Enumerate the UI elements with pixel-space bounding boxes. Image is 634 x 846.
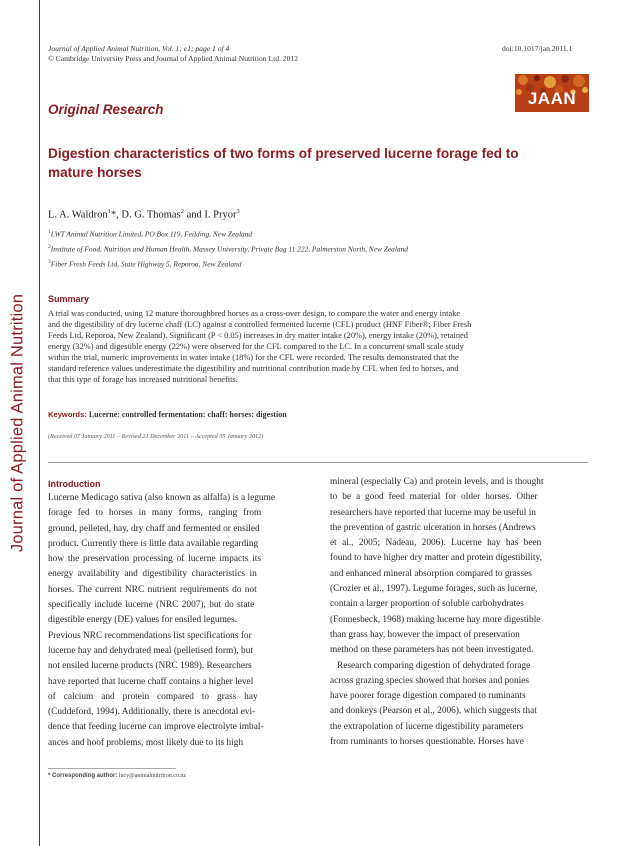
summary-body [48, 308, 471, 385]
body-line: of calcium and protein compared to grass hay [48, 691, 258, 702]
body-line: and enhanced mineral absorption compared to grasses [330, 568, 532, 579]
article-title [48, 144, 568, 182]
body-line: ances and hoof problems, most likely due to its high [48, 737, 244, 748]
body-line: et al., 2005; Nadeau, 2006). Lucerne hay has been [330, 538, 542, 549]
body-line: contain a larger proportion of soluble carbohydrates [330, 599, 524, 610]
introduction-heading: Introduction [48, 479, 101, 489]
summary-heading: Summary [48, 294, 90, 304]
author-name: L. A. Waldron [48, 209, 108, 221]
affiliation-text: Institute of Food, Nutrition and Human Health, Massey University, Private Bag 11 222, Palmerston North, New Zealand [50, 244, 409, 254]
affiliation-item [48, 241, 408, 256]
introduction-right-column [330, 475, 544, 750]
received-dates: (Received 07 January 2011 – Revised 21 December 2011 – Accepted 05 January 2012) [48, 433, 264, 440]
summary-line: energy (32%) and digestible energy (22%) were observed for the CFL compared to the LC. In a concurrent small scale study [48, 342, 464, 351]
keywords-label: Keywords: [48, 410, 87, 419]
article-title-line: Digestion characteristics of two forms of preserved lucerne forage fed to [48, 146, 519, 161]
keywords [48, 410, 287, 419]
author-list [48, 208, 240, 221]
summary-line: A trial was conducted, using 12 mature thoroughbred horses as a cross-over design, to compare the water and energy intake [48, 309, 461, 318]
affiliation-list [48, 226, 408, 270]
body-line: digestible energy (DE) values for ensiled legumes. [48, 615, 237, 626]
section-label: Original Research [48, 102, 164, 117]
header-citation: Journal of Applied Animal Nutrition, Vol. 1; e1; page 1 of 4 [48, 44, 230, 53]
left-border-rule [39, 0, 40, 846]
author-affiliation-mark: 1 [107, 208, 111, 215]
summary-line: that this type of forage has increased nutritional benefits. [48, 375, 238, 384]
body-line: ground, pelleted, hay, dry chaff and fermented or ensiled [48, 523, 260, 534]
logo-text: JAAN [527, 89, 577, 108]
article-title-line: mature horses [48, 165, 142, 180]
affiliation-mark: 3 [48, 258, 51, 265]
body-line: than grass hay, however the impact of preservation [330, 629, 520, 640]
affiliation-text: Fiber Fresh Feeds Ltd, State Highway 5, Reporoa, New Zealand [50, 259, 242, 268]
keywords-value: Lucerne: controlled fermentation: chaff: horses: digestion [88, 410, 287, 419]
affiliation-item [48, 226, 408, 241]
affiliation-mark: 1 [48, 229, 51, 235]
affiliation-text: LWT Animal Nutrition Limited, PO Box 119, Feilding, New Zealand [50, 229, 253, 239]
body-line: to be a good feed material for older horses. Other [330, 492, 538, 503]
body-line: have poorer forage digestion compared to ruminants [330, 691, 526, 702]
author-separator: and [183, 209, 205, 221]
body-line: Lucerne Medicago sativa (also known as alfalfa) is a legume [48, 493, 276, 503]
summary-line: and the digestibility of dry lucerne chaff (LC) against a controlled fermented lucerne (CFL) product (HNF Fiber®; Fiber Fresh [48, 320, 472, 329]
author-affiliation-mark: 2 [180, 208, 184, 215]
sidebar-journal-name [8, 283, 28, 563]
body-line: forage fed to horses in many forms, ranging from [48, 508, 262, 519]
body-line: Research comparing digestion of dehydrated forage [330, 660, 531, 671]
corresponding-author-email[interactable]: lucy@animalnutrition.co.nz [118, 773, 187, 779]
body-line: and donkeys (Pearson et al., 2006), which suggests that [330, 706, 537, 717]
author-name: I. Pryor [204, 209, 237, 221]
body-line: the extrapolation of lucerne digestibility parameters [330, 721, 524, 732]
header-copyright: © Cambridge University Press and Journal of Applied Animal Nutrition Ltd. 2012 [48, 54, 299, 63]
body-line: product. Currently there is little data available regarding [48, 538, 259, 549]
body-line: lucerne hay and dehydrated meal (pelletised form), but [48, 645, 253, 656]
summary-line: Feeds Ltd, Reporoa, New Zealand). Significant (P < 0.05) increases in dry matter intake (20%), energy intake (20%), retained [48, 331, 468, 340]
body-line: specifically include lucerne (NRC 2007), but do state [48, 600, 255, 611]
body-line: across grazing species showed that horses and ponies [330, 675, 530, 686]
summary-line: standard reference values underestimate the digestibility and nutritional contribution made by CFL when fed to horses, and [48, 364, 459, 373]
body-line: horses. The current NRC nutrient requirements do not [48, 584, 257, 595]
body-line: (Fonnesbeck, 1968) making lucerne hay more digestible [330, 614, 541, 625]
body-line: (Crozier et al., 1997). Legume forages, such as lucerne, [330, 584, 538, 595]
body-line: Previous NRC recommendations list specifications for [48, 630, 252, 641]
summary-line: within the trial, numeric improvements in water intake (18%) for the CFL were recorded. The results demonstrated that the [48, 353, 459, 362]
body-line: method on these parameters has not been investigated. [330, 645, 534, 656]
corresponding-author-note [48, 773, 186, 779]
sidebar-journal-name-text: Journal of Applied Animal Nutrition [8, 293, 27, 553]
body-line: found to have higher dry matter and protein digestibility, [330, 553, 542, 564]
section-divider [48, 462, 588, 463]
body-line: the prevention of gastric ulceration in horses (Andrews [330, 522, 536, 533]
body-line: energy availability and digestibility characteristics in [48, 569, 257, 580]
body-line: have reported that lucerne chaff contains a higher level [48, 676, 254, 687]
journal-logo [515, 74, 589, 112]
author-name: D. G. Thomas [121, 209, 181, 221]
body-line: how the preservation processing of lucerne impacts its [48, 554, 261, 565]
footnote-rule [48, 768, 176, 769]
affiliation-mark: 2 [48, 243, 51, 250]
body-line: (Cuddeford, 1994). Additionally, there is anecdotal evi- [48, 707, 256, 718]
body-line: not ensiled lucerne products (NRC 1989). Researchers [48, 661, 252, 672]
body-line: mineral (especially Ca) and protein levels, and is thought [330, 477, 544, 487]
author-affiliation-mark: 3 [236, 208, 240, 215]
header-doi: doi:10.1017/jan.2011.1 [502, 44, 573, 53]
affiliation-item [48, 256, 408, 271]
body-line: from ruminants to horses questionable. Horses have [330, 737, 524, 748]
introduction-left-column [48, 491, 275, 751]
body-line: dence that feeding lucerne can improve electrolyte imbal- [48, 722, 264, 733]
footnote-label: * Corresponding author: [48, 773, 118, 779]
author-separator: *, [110, 209, 122, 221]
body-line: researchers have reported that lucerne may be useful in [330, 507, 536, 518]
